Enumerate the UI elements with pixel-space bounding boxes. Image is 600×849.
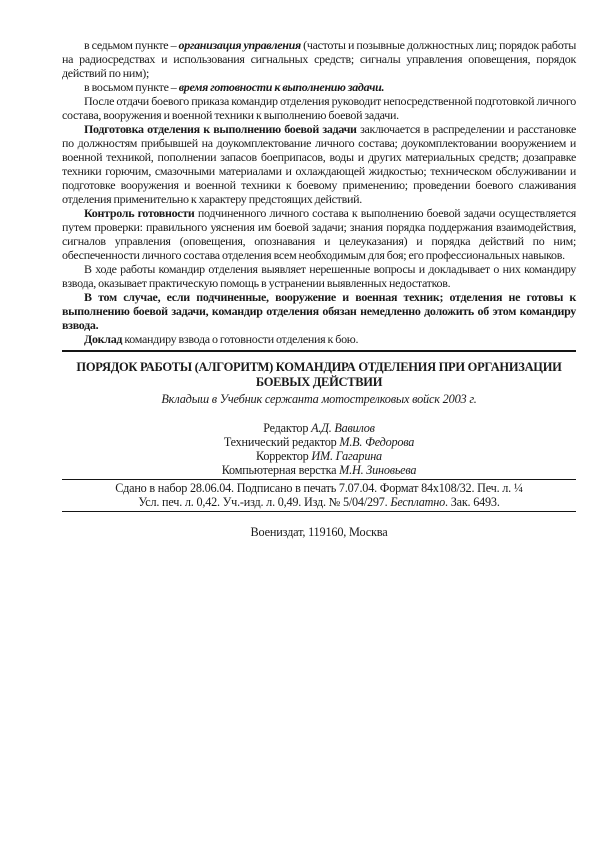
text-run: Усл. печ. л. 0,42. Уч.-изд. л. 0,49. Изд. № 5/04/297. — [138, 495, 391, 509]
text-run: М.Н. Зиновьева — [339, 463, 417, 477]
text-run: В том случае, если подчиненные, вооружение и военная техник; отделения не готовы к выполнению боевой задачи, командир отделения обязан немедленно доложить об этом командиру взвода. — [62, 290, 576, 332]
credit-editor — [62, 421, 576, 435]
para-not-ready — [62, 290, 576, 332]
text-run: в седьмом пункте – — [84, 38, 179, 52]
document-subtitle: Вкладыш в Учебник сержанта мотострелковых войск 2003 г. — [161, 392, 477, 406]
para-after-order — [62, 94, 576, 122]
para-seventh-point — [62, 38, 576, 80]
para-control — [62, 206, 576, 262]
text-run: Редактор — [263, 421, 312, 435]
para-report — [62, 332, 576, 346]
credits-block — [62, 421, 576, 477]
text-run: подчиненного личного состава к выполнению боевой задачи осуществляется путем проверки: правильного уяснения им боевой задачи; знания порядка поддержания взаимодействия, сигналов управления (оповещения, опознавания и целеуказания) и порядка действий по ним; обеспеченности личного состава отделения всем необходимым для боя; его профессиональных навыков. — [62, 206, 576, 262]
para-work-course — [62, 262, 576, 290]
credit-tech-editor — [62, 435, 576, 449]
para-preparation — [62, 122, 576, 206]
text-run: (частоты и позывные должностных лиц; порядок работы на радиосредствах и использования сигнальных средств; сигналы управления оповещения, порядок действий по ним); — [62, 38, 576, 80]
text-run: Контроль готовности — [84, 206, 195, 220]
text-run: . Зак. 6493. — [445, 495, 500, 509]
text-run: Бесплатно — [390, 495, 446, 509]
text-run: В ходе работы командир отделения выявляет нерешенные вопросы и докладывает о них командиру взвода, оказывает практическую помощь в устранении выявленных недостатков. — [62, 262, 576, 290]
credit-layout — [62, 463, 576, 477]
section-divider-rule — [62, 350, 576, 352]
imprint-block — [62, 479, 576, 512]
text-run: Доклад — [84, 332, 123, 346]
document-title — [62, 360, 576, 390]
para-eighth-point — [62, 80, 576, 94]
text-run: организация управления — [178, 38, 301, 52]
title-line-1: ПОРЯДОК РАБОТЫ (АЛГОРИТМ) КОМАНДИРА ОТДЕЛЕНИЯ ПРИ ОРГАНИЗАЦИИ — [76, 360, 562, 374]
text-run: А.Д. Вавилов — [311, 421, 375, 435]
imprint-line-1 — [62, 481, 576, 495]
text-run: командиру взвода о готовности отделения к бою. — [122, 332, 359, 346]
body-text — [0, 0, 600, 346]
text-run: После отдачи боевого приказа командир отделения руководит непосредственной подготовкой личного состава, вооружения и военной техники к выполнению боевой задачи. — [62, 94, 576, 122]
text-run: Технический редактор — [223, 435, 340, 449]
text-run: время готовности к выполнению задачи. — [178, 80, 385, 94]
text-run: ИМ. Гагарина — [311, 449, 382, 463]
text-run: М.В. Федорова — [339, 435, 415, 449]
text-run: Компьютерная верстка — [221, 463, 340, 477]
text-run: Подготовка отделения к выполнению боевой задачи — [84, 122, 357, 136]
text-run: Сдано в набор 28.06.04. Подписано в печать 7.07.04. Формат 84х108/32. Печ. л. ¼ — [115, 481, 523, 495]
title-line-2: БОЕВЫХ ДЕЙСТВИИ — [255, 375, 383, 389]
credit-proofreader — [62, 449, 576, 463]
imprint-line-2 — [62, 495, 576, 509]
text-run: в восьмом пункте – — [84, 80, 179, 94]
text-run: заключается в распределении и расстановке по должностям прибывшей на доукомплектование личного состава; доукомплектовании вооружением и военной техникой, пополнении запасов боеприпасов, воды и других материальных средств; дозаправке техники горючим, смазочными материалами и охлаждающей жидкостью; техническом обслуживании и подготовке вооружения и военной техники к боевому применению; проведении боевого слаживания отделения применительно к характеру предстоящих действий. — [62, 122, 576, 206]
publisher-line: Воениздат, 119160, Москва — [250, 525, 388, 539]
text-run: Корректор — [256, 449, 312, 463]
